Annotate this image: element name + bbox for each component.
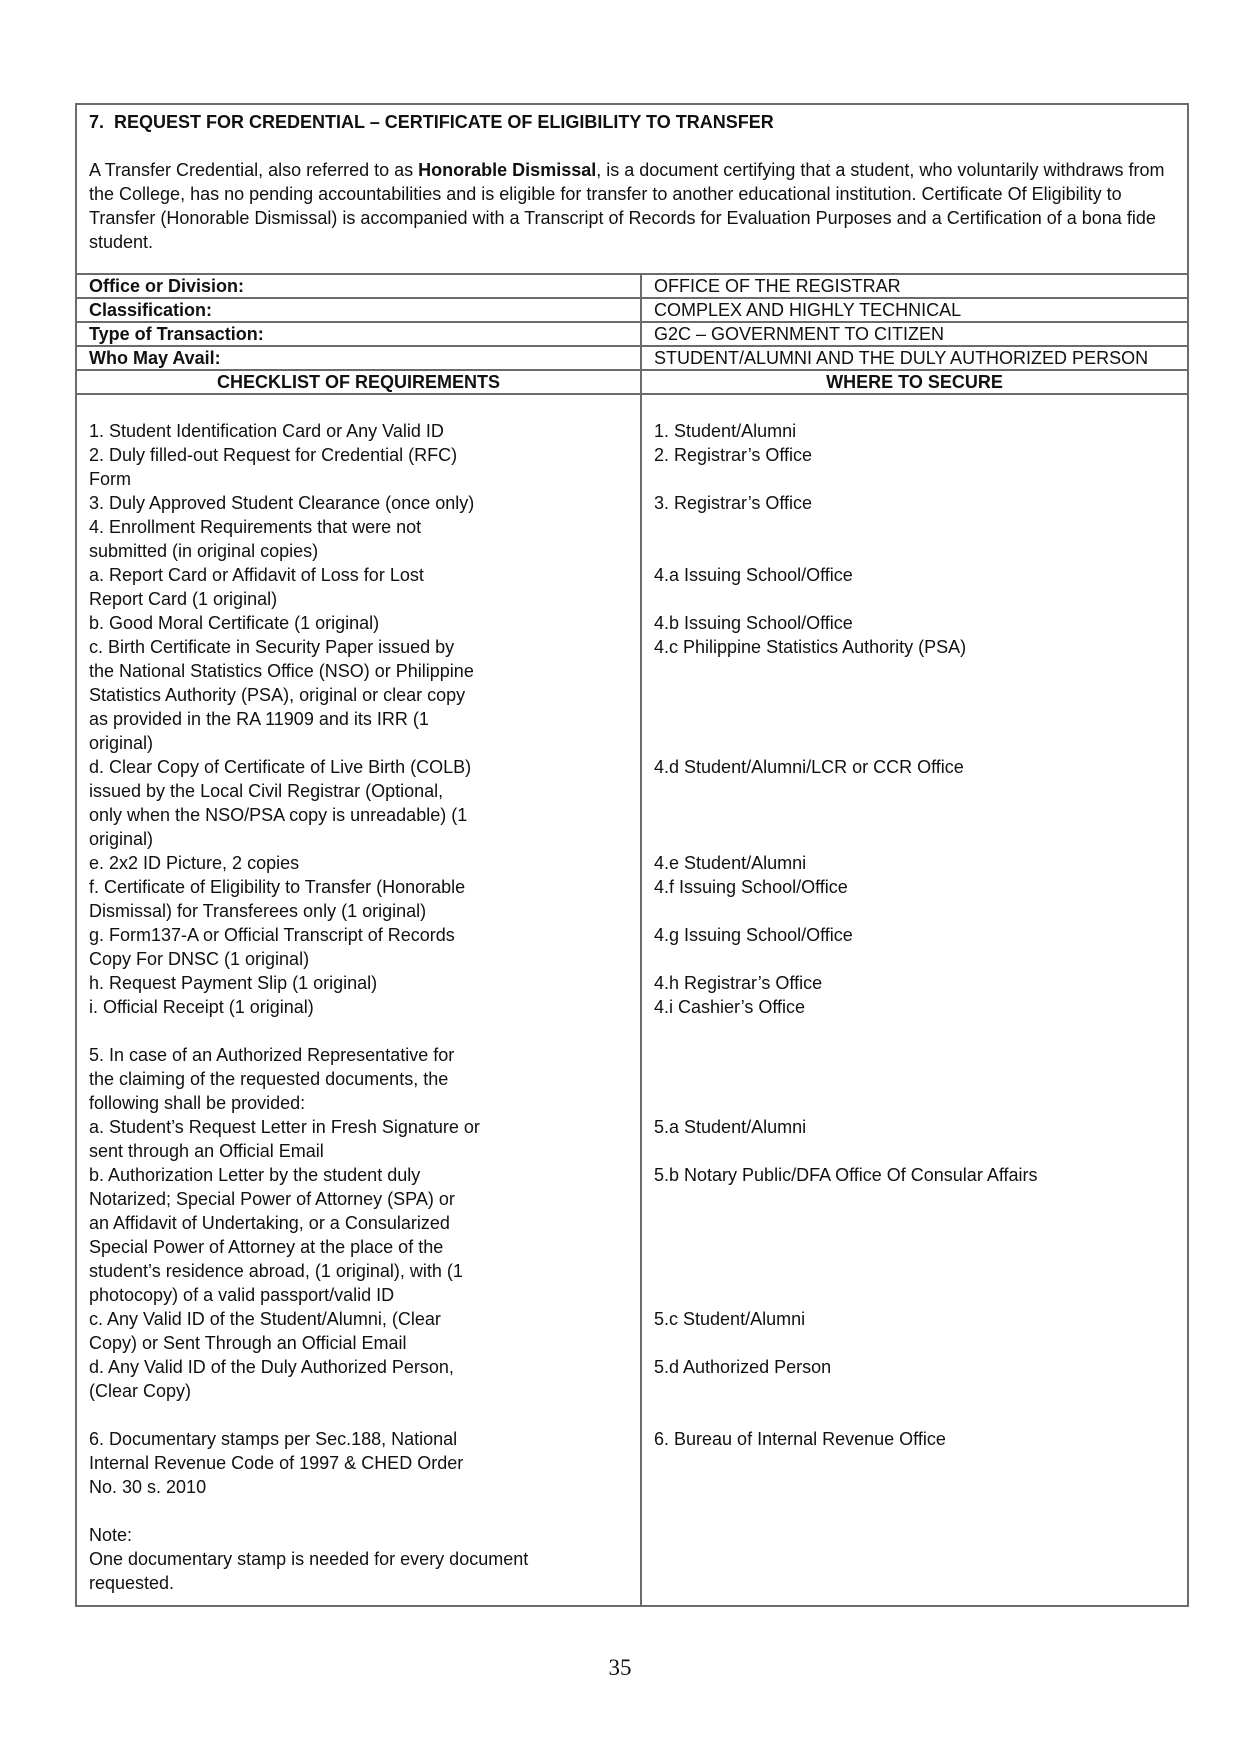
requirement-line: a. Report Card or Affidavit of Loss for Lost [89, 565, 424, 585]
requirement-line: e. 2x2 ID Picture, 2 copies [89, 853, 300, 873]
where-to-secure-line: 5.b Notary Public/DFA Office Of Consular Affairs [654, 1165, 1038, 1185]
service-description [89, 158, 1175, 254]
where-to-secure-line: 4.d Student/Alumni/LCR or CCR Office [654, 757, 964, 777]
where-to-secure-list [642, 395, 1187, 1605]
requirement-line: 4. Enrollment Requirements that were not [89, 517, 422, 537]
where-to-secure-line: 2. Registrar’s Office [654, 445, 813, 465]
where-to-secure-line [654, 515, 1175, 539]
requirement-line [89, 1403, 628, 1427]
requirement-line: i. Official Receipt (1 original) [89, 997, 314, 1017]
where-to-secure-line [654, 587, 1175, 611]
requirement-line: an Affidavit of Undertaking, or a Consularized [89, 1213, 450, 1233]
info-row-office [77, 275, 1187, 299]
requirement-line: only when the NSO/PSA copy is unreadable) (1 [89, 805, 468, 825]
info-row-who-may-avail [77, 347, 1187, 371]
requirement-line: issued by the Local Civil Registrar (Optional, [89, 781, 444, 801]
where-to-secure-line [654, 1331, 1175, 1355]
where-to-secure-line [654, 1379, 1175, 1403]
info-label: Classification: [77, 299, 642, 321]
requirement-line: d. Clear Copy of Certificate of Live Birth (COLB) [89, 757, 472, 777]
requirement-line: Copy For DNSC (1 original) [89, 949, 310, 969]
requirement-line: Notarized; Special Power of Attorney (SPA) or [89, 1189, 455, 1209]
where-to-secure-line [654, 1043, 1175, 1067]
info-row-classification [77, 299, 1187, 323]
service-intro [77, 105, 1187, 275]
where-to-secure-line [654, 1187, 1175, 1211]
where-to-secure-line: 4.f Issuing School/Office [654, 877, 848, 897]
requirement-line: c. Birth Certificate in Security Paper issued by [89, 637, 455, 657]
where-to-secure-line [654, 803, 1175, 827]
requirement-line: original) [89, 733, 154, 753]
where-to-secure-line [654, 899, 1175, 923]
requirement-line: photocopy) of a valid passport/valid ID [89, 1285, 395, 1305]
where-to-secure-line: 4.i Cashier’s Office [654, 997, 806, 1017]
where-to-secure-line [654, 731, 1175, 755]
requirement-line: h. Request Payment Slip (1 original) [89, 973, 378, 993]
requirement-line: d. Any Valid ID of the Duly Authorized Person, [89, 1357, 454, 1377]
info-value: OFFICE OF THE REGISTRAR [654, 276, 901, 296]
requirement-line: f. Certificate of Eligibility to Transfer (Honorable [89, 877, 466, 897]
requirement-line: following shall be provided: [89, 1093, 306, 1113]
info-value: COMPLEX AND HIGHLY TECHNICAL [654, 300, 962, 320]
where-to-secure-line: 1. Student/Alumni [654, 421, 797, 441]
requirement-line: 6. Documentary stamps per Sec.188, National [89, 1429, 458, 1449]
requirement-line: Copy) or Sent Through an Official Email [89, 1333, 407, 1353]
info-value: G2C – GOVERNMENT TO CITIZEN [654, 324, 945, 344]
where-to-secure-line: 6. Bureau of Internal Revenue Office [654, 1429, 946, 1449]
description-text-end: , is a document certifying that a student, who voluntarily withdraws from the College, has no pending accountabilities and is eligible for transfer to another educational institution. Certificate Of Eligibility to Transfer (Honorable Dismissal) is accompanied with a Transcript of Records for Evaluation Purposes and a Certification of a bona fide student. [89, 160, 1165, 252]
where-to-secure-line [654, 947, 1175, 971]
requirement-line: the National Statistics Office (NSO) or Philippine [89, 661, 474, 681]
where-to-secure-line: 4.a Issuing School/Office [654, 565, 853, 585]
where-to-secure-line: 5.c Student/Alumni [654, 1309, 806, 1329]
where-to-secure-line: 4.h Registrar’s Office [654, 973, 823, 993]
requirement-line [89, 1499, 628, 1523]
requirement-line: Statistics Authority (PSA), original or clear copy [89, 685, 466, 705]
where-to-secure-line [654, 1139, 1175, 1163]
where-to-secure-line: 4.e Student/Alumni [654, 853, 807, 873]
where-to-secure-line [654, 827, 1175, 851]
where-to-secure-line [654, 779, 1175, 803]
where-to-secure-line: 4.c Philippine Statistics Authority (PSA) [654, 637, 967, 657]
requirement-line: sent through an Official Email [89, 1141, 324, 1161]
where-to-secure-line [654, 1235, 1175, 1259]
requirement-line [89, 1019, 628, 1043]
requirement-line: g. Form137-A or Official Transcript of Records [89, 925, 455, 945]
requirement-line: a. Student’s Request Letter in Fresh Signature or [89, 1117, 480, 1137]
where-to-secure-line [654, 1091, 1175, 1115]
requirement-line: Dismissal) for Transferees only (1 original) [89, 901, 427, 921]
page-number: 35 [608, 1655, 632, 1680]
info-value: STUDENT/ALUMNI AND THE DULY AUTHORIZED PERSON [654, 348, 1149, 368]
requirement-line: requested. [89, 1573, 175, 1593]
where-to-secure-line [654, 1259, 1175, 1283]
requirement-line: as provided in the RA 11909 and its IRR (1 [89, 709, 429, 729]
requirement-line: original) [89, 829, 154, 849]
where-to-secure-line [654, 707, 1175, 731]
where-to-secure-line: 5.d Authorized Person [654, 1357, 832, 1377]
requirement-line: b. Authorization Letter by the student duly [89, 1165, 421, 1185]
requirement-line: Form [89, 469, 131, 489]
service-title: 7. REQUEST FOR CREDENTIAL – CERTIFICATE OF ELIGIBILITY TO TRANSFER [89, 112, 774, 132]
citizen-charter-table [75, 103, 1189, 1607]
where-to-secure-line: 4.g Issuing School/Office [654, 925, 853, 945]
requirement-line: student’s residence abroad, (1 original), with (1 [89, 1261, 463, 1281]
info-row-transaction-type [77, 323, 1187, 347]
description-text-start: A Transfer Credential, also referred to as [89, 160, 419, 180]
requirement-line: Note: [89, 1525, 133, 1545]
requirement-line: (Clear Copy) [89, 1381, 192, 1401]
requirement-line: c. Any Valid ID of the Student/Alumni, (Clear [89, 1309, 441, 1329]
requirement-line: the claiming of the requested documents, the [89, 1069, 449, 1089]
requirement-line: 3. Duly Approved Student Clearance (once only) [89, 493, 475, 513]
requirement-line: No. 30 s. 2010 [89, 1477, 207, 1497]
where-to-secure-line: 3. Registrar’s Office [654, 493, 813, 513]
where-to-secure-line [654, 467, 1175, 491]
info-label: Office or Division: [77, 275, 642, 297]
info-label: Who May Avail: [77, 347, 642, 369]
requirement-line: 1. Student Identification Card or Any Valid ID [89, 421, 444, 441]
where-to-secure-line [654, 659, 1175, 683]
requirement-line: Report Card (1 original) [89, 589, 278, 609]
where-to-secure-line: 5.a Student/Alumni [654, 1117, 807, 1137]
column-header-row [77, 371, 1187, 395]
requirement-line: 2. Duly filled-out Request for Credential (RFC) [89, 445, 458, 465]
requirements-list [77, 395, 642, 1605]
where-to-secure-line [654, 1067, 1175, 1091]
where-to-secure-line [654, 1019, 1175, 1043]
where-to-secure-header: WHERE TO SECURE [826, 372, 1003, 392]
where-to-secure-line [654, 683, 1175, 707]
requirement-line: b. Good Moral Certificate (1 original) [89, 613, 380, 633]
requirement-line: Special Power of Attorney at the place of the [89, 1237, 444, 1257]
description-bold-term: Honorable Dismissal [418, 160, 597, 180]
where-to-secure-line [654, 1403, 1175, 1427]
where-to-secure-line [654, 539, 1175, 563]
requirement-line: Internal Revenue Code of 1997 & CHED Order [89, 1453, 464, 1473]
where-to-secure-line: 4.b Issuing School/Office [654, 613, 853, 633]
where-to-secure-line [654, 1283, 1175, 1307]
where-to-secure-line [654, 1211, 1175, 1235]
requirement-line: submitted (in original copies) [89, 541, 319, 561]
requirements-row [77, 395, 1187, 1605]
requirement-line: One documentary stamp is needed for every document [89, 1549, 529, 1569]
requirement-line: 5. In case of an Authorized Representative for [89, 1045, 455, 1065]
info-label: Type of Transaction: [77, 323, 642, 345]
requirements-header: CHECKLIST OF REQUIREMENTS [77, 371, 642, 393]
